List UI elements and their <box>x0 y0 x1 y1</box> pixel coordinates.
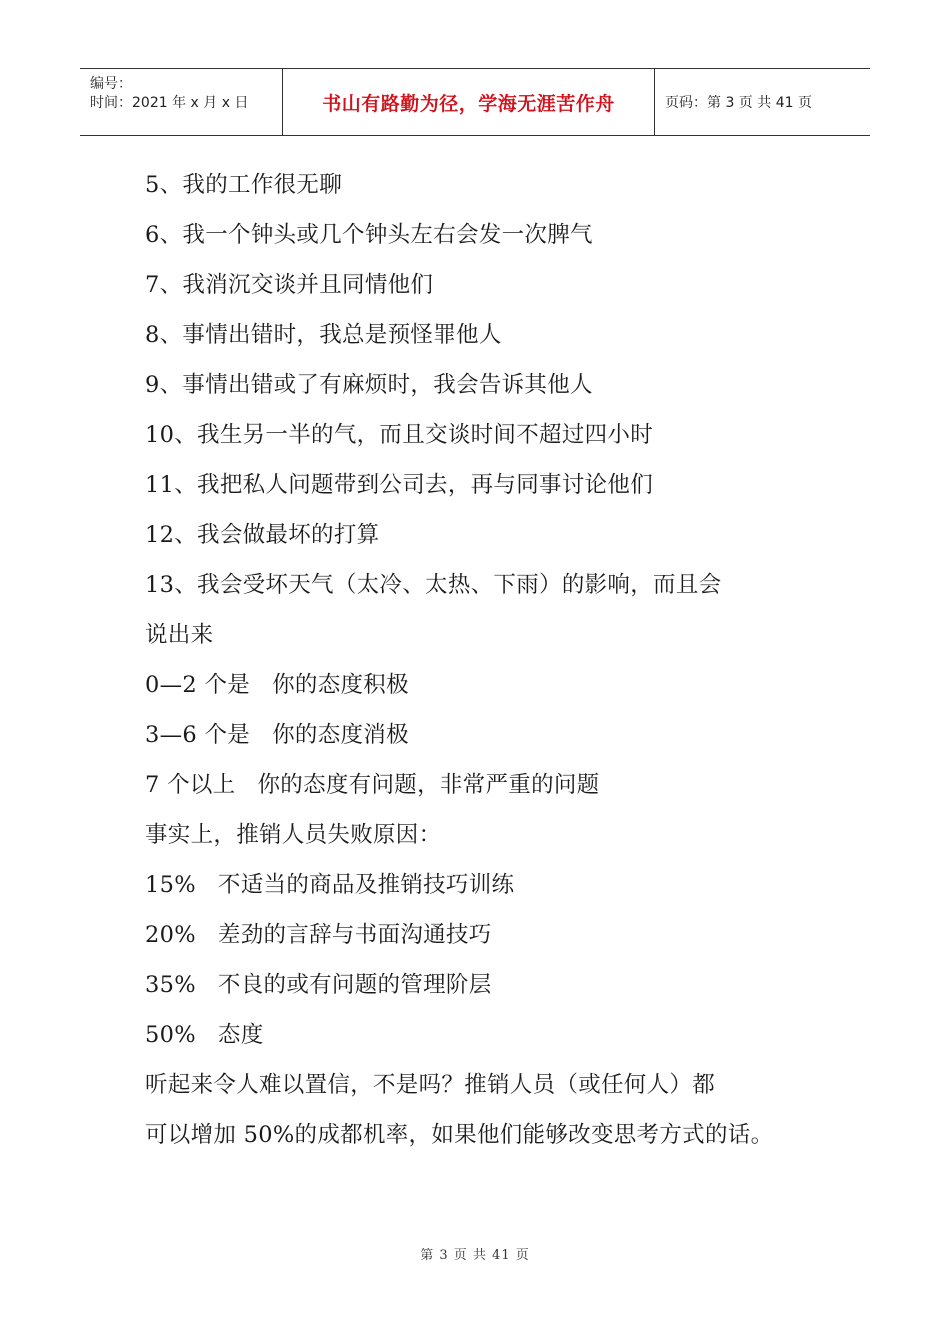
reason-percent: 15% <box>145 872 196 898</box>
statement-line: 7、我消沉交谈并且同情他们 <box>145 272 434 298</box>
statement-line: 11、我把私人问题带到公司去，再与同事讨论他们 <box>145 472 654 498</box>
statement-line: 6、我一个钟头或几个钟头左右会发一次脾气 <box>145 222 593 248</box>
statement-line: 8、事情出错时，我总是预怪罪他人 <box>145 322 502 348</box>
page-footer: 第 3 页 共 41 页 <box>420 1248 530 1263</box>
reason-row <box>145 910 825 960</box>
score-range: 3—6 个是 <box>145 722 251 748</box>
reason-row <box>145 960 825 1010</box>
reason-row <box>145 1010 825 1060</box>
reason-percent: 35% <box>145 972 196 998</box>
score-row <box>145 710 825 760</box>
header-meta <box>80 69 283 135</box>
score-row <box>145 660 825 710</box>
reason-text: 不良的或有问题的管理阶层 <box>217 972 492 998</box>
closing-line: 可以增加 50%的成都机率，如果他们能够改变思考方式的话。 <box>145 1122 774 1148</box>
reason-text: 态度 <box>217 1022 264 1048</box>
reason-text: 不适当的商品及推销技巧训练 <box>217 872 515 898</box>
score-range: 0—2 个是 <box>145 672 251 698</box>
statement-line: 说出来 <box>145 622 214 648</box>
score-result: 你的态度积极 <box>272 672 409 698</box>
statement-line: 10、我生另一半的气，而且交谈时间不超过四小时 <box>145 422 654 448</box>
statement-line: 12、我会做最坏的打算 <box>145 522 380 548</box>
header-page-info: 页码：第 3 页 共 41 页 <box>665 95 812 111</box>
score-result: 你的态度有问题，非常严重的问题 <box>257 772 600 798</box>
statement-line: 13、我会受坏天气（太冷、太热、下雨）的影响，而且会 <box>145 572 722 598</box>
reason-text: 差劲的言辞与书面沟通技巧 <box>217 922 492 948</box>
closing-line: 听起来令人难以置信，不是吗？推销人员（或任何人）都 <box>145 1072 716 1098</box>
document-number-label: 编号： <box>90 76 132 92</box>
document-time-label: 时间：2021 年 x 月 x 日 <box>90 95 249 111</box>
score-range: 7 个以上 <box>145 772 236 798</box>
reasons-intro: 事实上，推销人员失败原因： <box>145 822 442 848</box>
statement-line: 5、我的工作很无聊 <box>145 172 343 198</box>
document-body <box>145 160 825 1160</box>
score-row <box>145 760 825 810</box>
header-motto: 书山有路勤为径，学海无涯苦作舟 <box>283 69 655 135</box>
reason-percent: 20% <box>145 922 196 948</box>
score-result: 你的态度消极 <box>272 722 409 748</box>
statement-line: 9、事情出错或了有麻烦时，我会告诉其他人 <box>145 372 593 398</box>
page-header <box>80 68 870 136</box>
reason-row <box>145 860 825 910</box>
reason-percent: 50% <box>145 1022 196 1048</box>
